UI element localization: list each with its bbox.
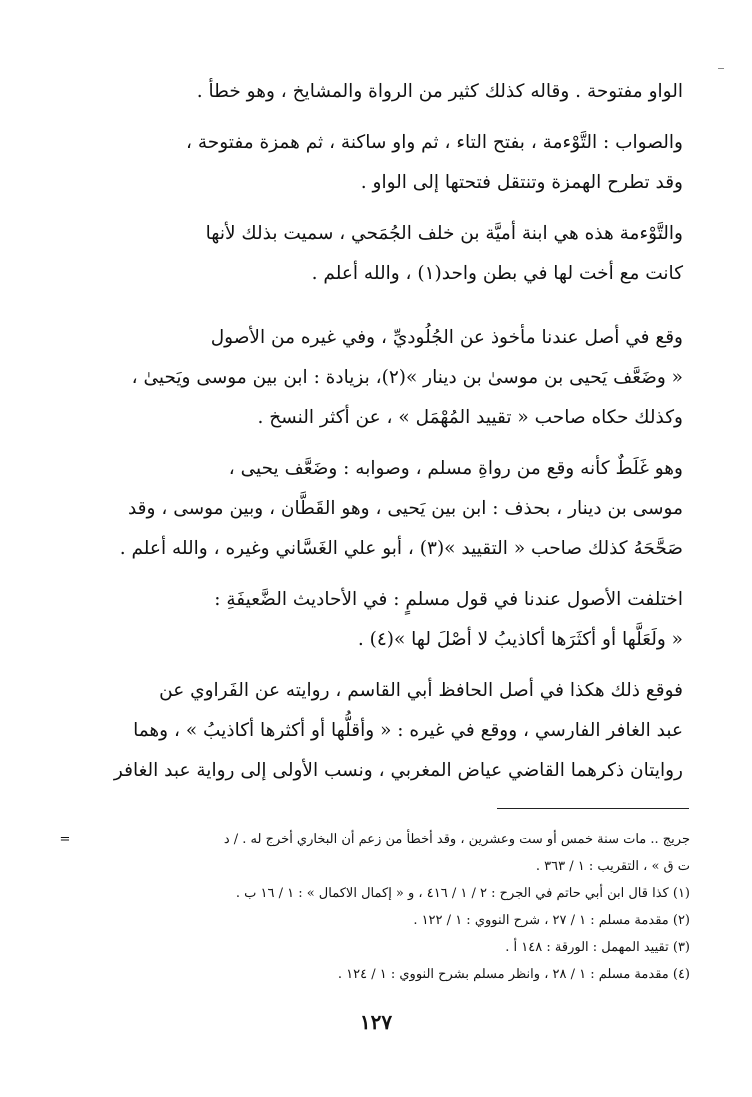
main-text <box>113 72 683 802</box>
paragraph-1 <box>118 72 683 112</box>
text-line: الواو مفتوحة . وقاله كذلك كثير من الرواة والمشايخ ، وهو خطأ . <box>196 81 683 102</box>
footnote-2: (٢) مقدمة مسلم : ١ / ٢٧ ، شرح النووي : ١ / ١٢٢ . <box>413 913 690 928</box>
text-line: وهو غَلَطٌ كأنه وقع من رواةِ مسلم ، وصوابه : وضَعَّف يحيى ، <box>228 458 683 479</box>
footnote-1: (١) كذا قال ابن أبي حاتم في الجرح : ٢ / ١ / ٤١٦ ، و « إكمال الاكمال » : ١ / ١٦ ب . <box>235 886 690 901</box>
text-line: كانت مع أخت لها في بطن واحد(١) ، والله أعلم . <box>311 263 683 284</box>
text-line: اختلفت الأصول عندنا في قول مسلمٍ : في الأحاديث الضَّعيفَةِ : <box>214 589 683 610</box>
text-line: « وضَعَّف يَحيى بن موسىٰ بن دينار »(٢)، بزيادة : ابن بين موسى ويَحيىٰ ، <box>131 367 683 388</box>
text-line: وقع في أصل عندنا مأخوذ عن الجُلُوديِّ ، وفي غيره من الأصول <box>210 327 683 348</box>
paragraph-5 <box>118 449 683 569</box>
footnote-line: ت ق » ، التقريب : ١ / ٣٦٣ . <box>535 859 690 874</box>
scan-mark <box>718 68 724 69</box>
text-line: وقد تطرح الهمزة وتنتقل فتحتها إلى الواو . <box>360 172 683 193</box>
text-line: وكذلك حكاه صاحب « تقييد المُهْمَل » ، عن أكثر النسخ . <box>257 407 683 428</box>
text-line: والصواب : التَّوْءمة ، بفتح التاء ، ثم واو ساكنة ، ثم همزة مفتوحة ، <box>186 132 683 153</box>
footnotes <box>150 826 690 988</box>
paragraph-4 <box>118 318 683 438</box>
paragraph-6 <box>118 580 683 660</box>
text-line: عبد الغافر الفارسي ، ووقع في غيره : « وأقلُّها أو أكثرها أكاذيبُ » ، وهما <box>133 720 683 741</box>
footnote-continuation-mark: = <box>59 832 71 847</box>
text-line: موسى بن دينار ، بحذف : ابن بين يَحيى ، وهو القَطَّان ، وبين موسى ، وقد <box>127 498 683 519</box>
footnote-4: (٤) مقدمة مسلم : ١ / ٢٨ ، وانظر مسلم بشرح النووي : ١ / ١٢٤ . <box>337 967 690 982</box>
paragraph-2 <box>118 123 683 203</box>
paragraph-7 <box>113 671 683 791</box>
page-number: ١٢٧ <box>359 1010 393 1034</box>
text-line: صَحَّحَهُ كذلك صاحب « التقييد »(٣) ، أبو علي الغَسَّاني وغيره ، والله أعلم . <box>119 538 683 559</box>
paragraph-3 <box>118 214 683 294</box>
text-line: روايتان ذكرهما القاضي عياض المغربي ، ونسب الأولى إلى رواية عبد الغافر <box>113 760 683 781</box>
footnote-line: جريج .. مات سنة خمس أو ست وعشرين ، وقد أخطأ من زعم أن البخاري أخرج له . / د <box>223 832 690 847</box>
text-line: « ولَعَلَّها أو أكثَرَها أكاذيبُ لا أصْلَ لها »(٤) . <box>357 629 683 650</box>
footnote-separator <box>497 808 689 809</box>
footnote-3: (٣) تقييد المهمل : الورقة : ١٤٨ أ . <box>505 940 690 955</box>
text-line: والتَّوْءمة هذه هي ابنة أميَّة بن خلف الجُمَحي ، سميت بذلك لأنها <box>205 223 683 244</box>
text-line: فوقع ذلك هكذا في أصل الحافظ أبي القاسم ، روايته عن الفَراوي عن <box>159 680 683 701</box>
